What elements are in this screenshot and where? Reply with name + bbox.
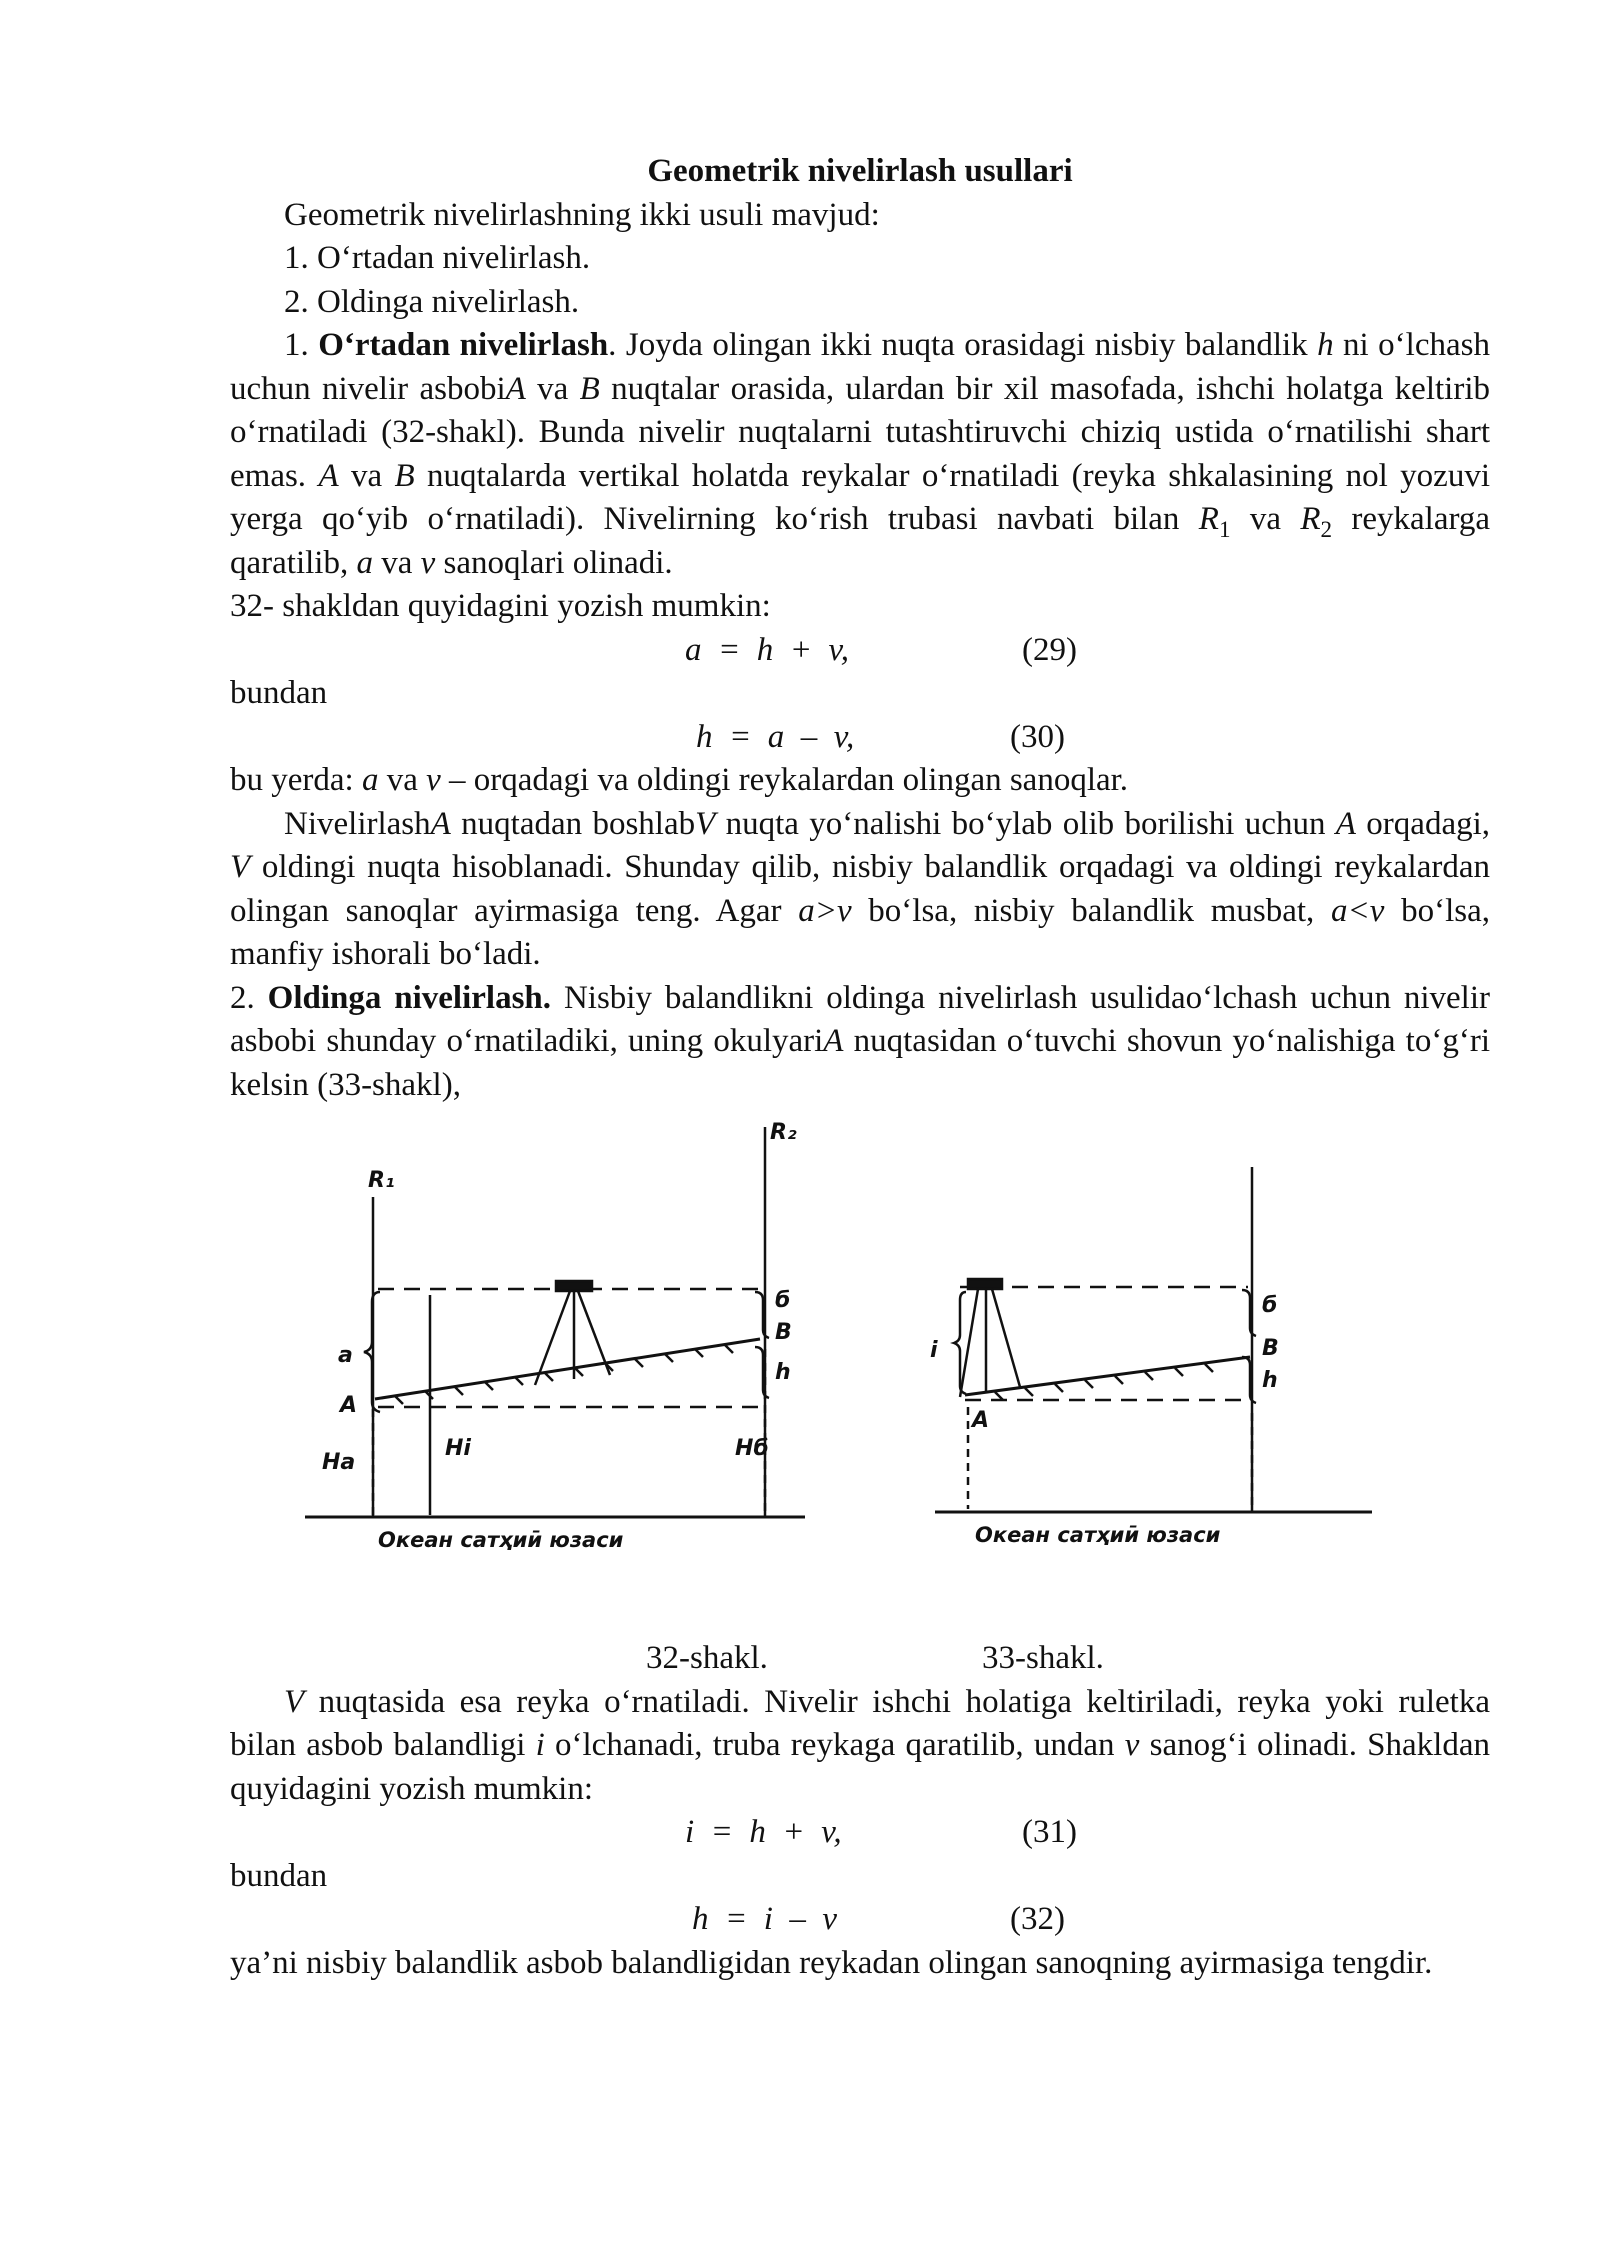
tripod-leg — [578, 1291, 610, 1375]
label-hi: Hi — [445, 1436, 471, 1461]
brace-b — [755, 1292, 769, 1338]
section-2-paragraph: 2. Oldinga nivelirlash. Nisbiy balandlikni oldinga nivelirlash usulidaoʻlchash uchun nivelir asbobi shunday oʻrnatiladiki, uning okulyariA nuqtasidan oʻtuvchi shovun yoʻnalishiga toʻgʻri kelsin (33-shakl), — [230, 979, 1491, 1103]
figure-33 — [935, 1167, 1372, 1512]
level-instrument — [968, 1279, 1002, 1289]
label-point-b: B — [1262, 1336, 1279, 1361]
figures-32-33 — [230, 1117, 1490, 1637]
ground-hatching — [995, 1364, 1213, 1400]
caption-32: 32-shakl. — [646, 1640, 768, 1676]
line-32: 32- shakldan quyidagini yozish mumkin: — [230, 588, 771, 624]
leveling-diagrams — [230, 1117, 1490, 1637]
figure-captions — [230, 1637, 1490, 1681]
label-b-reading: б — [1262, 1293, 1278, 1318]
label-r2: R₂ — [770, 1120, 797, 1145]
page-title: Geometrik nivelirlash usullari — [647, 153, 1073, 189]
brace-h — [1242, 1357, 1256, 1403]
last-paragraph: ya’ni nisbiy balandlik asbob balandligidan reykadan olingan sanoqning ayirmasiga tengdir. — [230, 1944, 1433, 1981]
ground-hatching — [395, 1345, 733, 1404]
equation-30: h = a – v, (30) — [696, 718, 1065, 755]
section-2-heading: Oldinga nivelirlash. — [267, 979, 552, 1016]
caption-33: 33-shakl. — [982, 1640, 1104, 1676]
tripod-leg — [960, 1289, 978, 1397]
label-a: a — [338, 1343, 353, 1368]
label-ha: Ha — [322, 1450, 356, 1475]
label-r1: R₁ — [368, 1168, 395, 1193]
section-1-paragraph: 1. Oʻrtadan nivelirlash. Joyda olingan ikki nuqta orasidagi nisbiy balandlik h ni oʻlchash uchun nivelir asbobiA va B nuqtalar orasida, ulardan bir xil masofada, ishchi holatga keltirib oʻrnatiladi (32-shakl). Bunda nivelir nuqtalarni tutashtiruvchi chiziq ustida oʻrnatilishi shart emas. A va B nuqtalarda vertikal holatda reykalar oʻrnatiladi (reyka shkalasining nol yozuvi yerga qoʻyib oʻrnatiladi). Nivelirning koʻrish trubasi navbati bilan $R_1$ va $R_2$ reykalarga qaratilib, a va v sanoqlari olinadi. — [230, 327, 1491, 581]
ground-line — [965, 1357, 1250, 1395]
section-1-heading: Oʻrtadan nivelirlash — [318, 327, 609, 363]
brace-b — [1242, 1290, 1256, 1336]
label-b-reading: б — [775, 1288, 791, 1313]
list-item-2: 2. Oldinga nivelirlash. — [284, 283, 580, 320]
label-h: h — [1262, 1368, 1278, 1393]
tripod-leg — [992, 1289, 1020, 1387]
brace-h — [755, 1347, 769, 1398]
intro-line: Geometrik nivelirlashning ikki usuli mavjud: — [284, 196, 880, 233]
bundan-2: bundan — [230, 1857, 328, 1894]
document-page — [230, 150, 1490, 1985]
list-item-1: 1. Oʻrtadan nivelirlash. — [284, 240, 591, 276]
bundan-1: bundan — [230, 675, 328, 711]
label-h: h — [775, 1360, 791, 1385]
label-point-b: B — [775, 1320, 792, 1345]
bu-yerda-line: bu yerda: a va v – orqadagi va oldingi reykalardan olingan sanoqlar. — [230, 762, 1129, 798]
equation-32: h = i – v (32) — [692, 1901, 1065, 1937]
level-instrument — [556, 1281, 592, 1291]
sea-level-label: Океан сатҳиӣ юзаси — [378, 1528, 624, 1552]
label-hb: Hб — [735, 1436, 769, 1461]
nivelirlash-paragraph: NivelirlashA nuqtadan boshlabV nuqta yoʻnalishi boʻylab olib borilishi uchun A orqadagi, V oldingi nuqta hisoblanadi. Shunday qilib, nisbiy balandlik orqadagi va oldingi reykalardan olingan sanoqlar ayirmasiga teng. Agar a>v boʻlsa, nisbiy balandlik musbat, a<v boʻlsa, manfiy ishorali boʻladi. — [230, 805, 1491, 972]
equation-29: a = h + v, (29) — [685, 631, 1077, 668]
label-point-a: A — [972, 1408, 990, 1433]
equation-31: i = h + v, (31) — [685, 1814, 1077, 1850]
ground-line — [375, 1339, 760, 1399]
label-i: i — [930, 1338, 938, 1363]
v-paragraph: V nuqtasida esa reyka oʻrnatiladi. Nivelir ishchi holatiga keltiriladi, reyka yoki ruletka bilan asbob balandligi i oʻlchanadi, truba reykaga qaratilib, undan v sanogʻi olinadi. Shakldan quyidagini yozish mumkin: — [230, 1683, 1490, 1807]
label-point-a: A — [340, 1393, 358, 1418]
sea-level-label: Океан сатҳиӣ юзаси — [975, 1523, 1221, 1547]
